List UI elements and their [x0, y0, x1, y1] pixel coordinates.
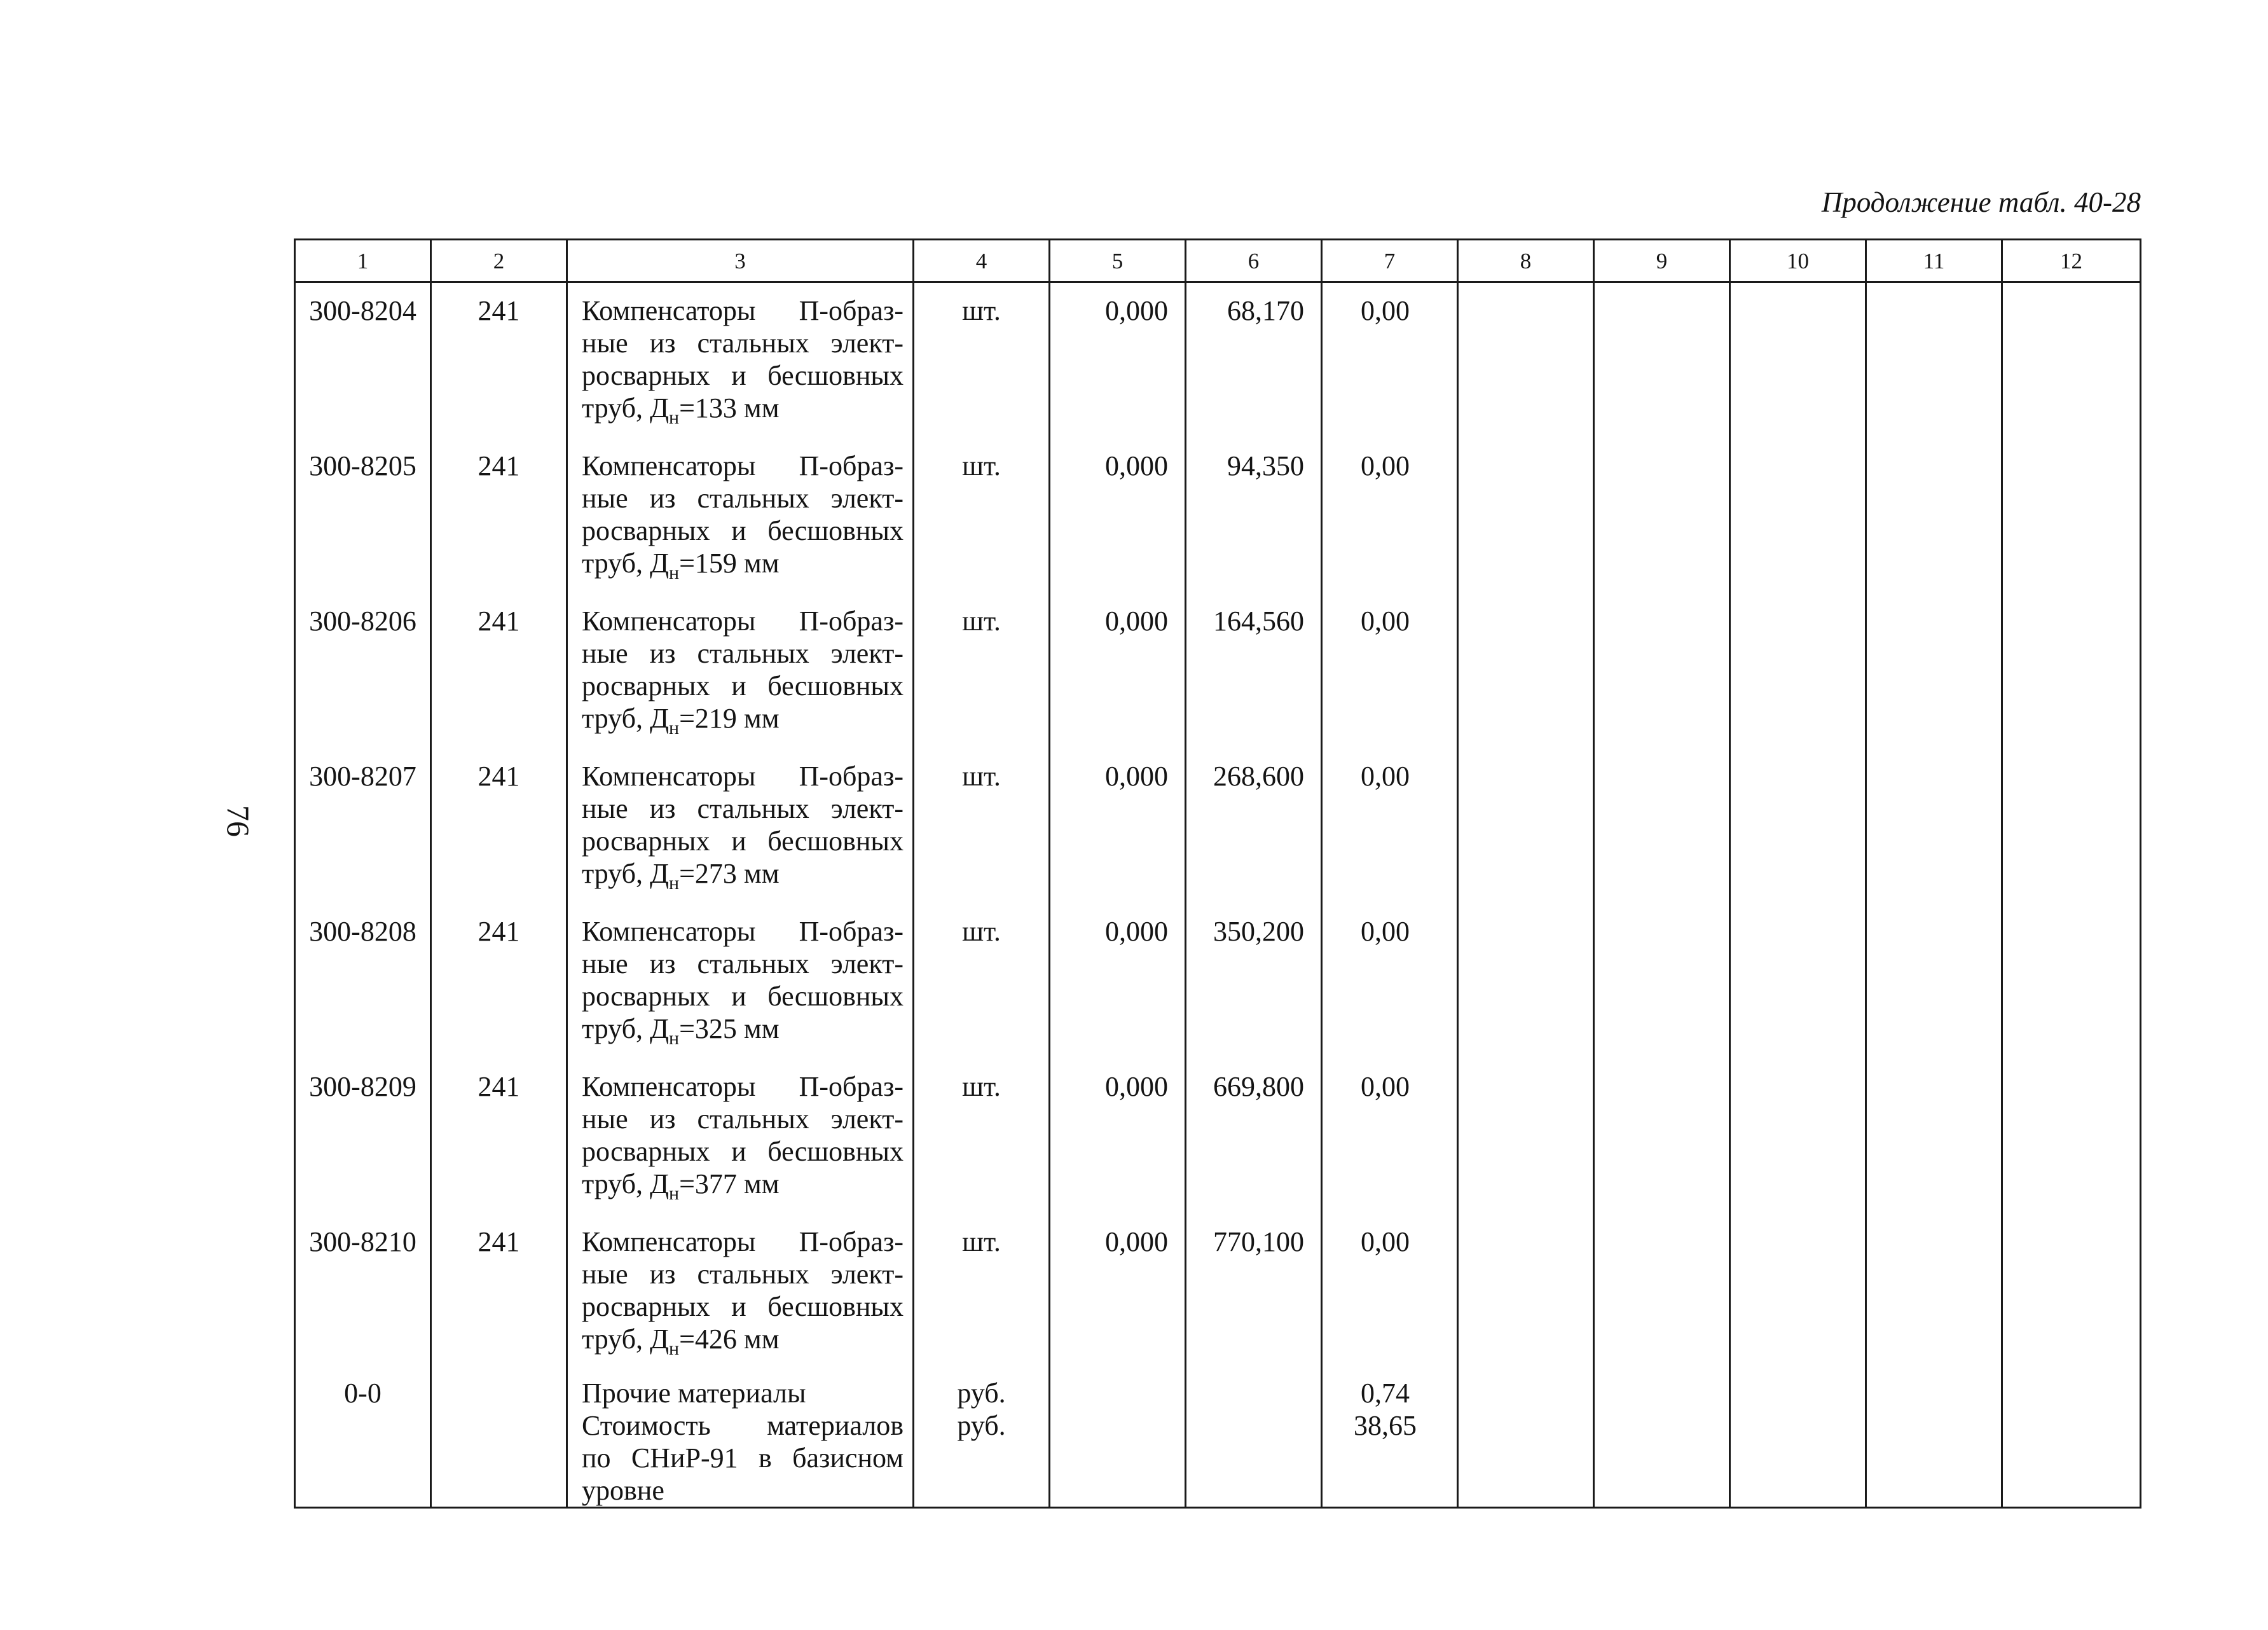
value-col-5: 0,000: [1050, 1059, 1186, 1214]
resource-description: [567, 749, 914, 904]
empty-cell: [2002, 904, 2141, 1059]
diameter-prefix: труб, Д: [582, 1168, 670, 1199]
empty-cell: [1866, 1214, 2002, 1369]
empty-cell: [1458, 904, 1594, 1059]
description-diameter-line: [582, 1168, 904, 1204]
value-col-5: 0,000: [1050, 1214, 1186, 1369]
description-diameter-line: [582, 392, 904, 428]
empty-cell: [1866, 593, 2002, 749]
description-diameter-line: [582, 702, 904, 738]
description-diameter-line: [582, 547, 904, 583]
resource-group: 241: [431, 438, 567, 593]
resource-description: [567, 593, 914, 749]
empty-cell: [1594, 1059, 1730, 1214]
column-header-2: 2: [431, 240, 567, 282]
description-line: росварных и бесшовных: [582, 825, 904, 857]
summary-units: [914, 1369, 1050, 1508]
unit-of-measure: шт.: [914, 1059, 1050, 1214]
column-header-3: 3: [567, 240, 914, 282]
table-row: [295, 749, 2141, 904]
description-line: Компенсаторы П-образ-: [582, 1071, 904, 1102]
empty-cell: [1458, 438, 1594, 593]
empty-cell: [1458, 282, 1594, 439]
empty-cell: [2002, 282, 2141, 439]
description-line: росварных и бесшовных: [582, 981, 904, 1012]
diameter-subscript: н: [669, 1183, 680, 1204]
description-line: ные из стальных элект-: [582, 793, 904, 824]
diameter-value: =426 мм: [679, 1323, 780, 1355]
empty-cell: [1730, 1214, 1866, 1369]
value-col-6: 350,200: [1186, 904, 1322, 1059]
diameter-value: =133 мм: [679, 392, 780, 424]
value-col-5: 0,000: [1050, 904, 1186, 1059]
diameter-subscript: н: [669, 873, 680, 894]
description-line: росварных и бесшовных: [582, 1136, 904, 1167]
empty-cell: [1730, 438, 1866, 593]
summary-group: [431, 1369, 567, 1508]
value-col-6: 268,600: [1186, 749, 1322, 904]
value-col-7: 0,00: [1322, 749, 1458, 904]
column-header-8: 8: [1458, 240, 1594, 282]
resource-group: 241: [431, 1214, 567, 1369]
empty-cell: [1730, 904, 1866, 1059]
value-col-6: 94,350: [1186, 438, 1322, 593]
value-col-5: [1050, 1369, 1186, 1508]
table-row: [295, 438, 2141, 593]
empty-cell: [1594, 1369, 1730, 1508]
empty-cell: [2002, 1059, 2141, 1214]
resource-description: [567, 438, 914, 593]
empty-cell: [1730, 282, 1866, 439]
empty-cell: [1458, 749, 1594, 904]
diameter-subscript: н: [669, 562, 680, 583]
description-line: росварных и бесшовных: [582, 670, 904, 701]
value-col-7: 0,00: [1322, 904, 1458, 1059]
unit-of-measure: руб.: [957, 1378, 1006, 1409]
empty-cell: [1866, 1059, 2002, 1214]
empty-cell: [2002, 1369, 2141, 1508]
resource-group: 241: [431, 1059, 567, 1214]
description-line: росварных и бесшовных: [582, 360, 904, 391]
diameter-prefix: труб, Д: [582, 1013, 670, 1044]
empty-cell: [1594, 904, 1730, 1059]
table-continuation-caption: Продолжение табл. 40-28: [1821, 186, 2141, 218]
value-col-6: [1186, 1369, 1322, 1508]
empty-cell: [2002, 749, 2141, 904]
value-col-5: 0,000: [1050, 282, 1186, 439]
description-line: Прочие материалы: [582, 1378, 806, 1409]
unit-of-measure: руб.: [957, 1410, 1006, 1441]
value-col-7: 0,00: [1322, 1214, 1458, 1369]
empty-cell: [1594, 1214, 1730, 1369]
column-header-11: 11: [1866, 240, 2002, 282]
empty-cell: [1458, 1369, 1594, 1508]
value-col-7: 0,00: [1322, 282, 1458, 439]
description-line: Стоимость материалов: [582, 1410, 904, 1441]
resource-code: 300-8204: [295, 282, 431, 439]
materials-price-table: [294, 238, 2141, 1509]
diameter-value: =377 мм: [679, 1168, 780, 1199]
diameter-prefix: труб, Д: [582, 548, 670, 579]
resource-group: 241: [431, 749, 567, 904]
empty-cell: [1866, 749, 2002, 904]
description-line: ные из стальных элект-: [582, 1259, 904, 1290]
empty-cell: [1594, 282, 1730, 439]
resource-code: 300-8209: [295, 1059, 431, 1214]
description-line: Компенсаторы П-образ-: [582, 1226, 904, 1257]
empty-cell: [1594, 438, 1730, 593]
column-header-7: 7: [1322, 240, 1458, 282]
column-header-5: 5: [1050, 240, 1186, 282]
table-row: [295, 1059, 2141, 1214]
diameter-subscript: н: [669, 1028, 680, 1049]
summary-values: [1322, 1369, 1458, 1508]
empty-cell: [1730, 749, 1866, 904]
empty-cell: [1594, 593, 1730, 749]
table-row: [295, 1214, 2141, 1369]
column-header-9: 9: [1594, 240, 1730, 282]
description-line: ные из стальных элект-: [582, 1103, 904, 1135]
value-col-5: 0,000: [1050, 593, 1186, 749]
empty-cell: [1730, 1059, 1866, 1214]
description-diameter-line: [582, 1323, 904, 1359]
summary-code: 0-0: [295, 1369, 431, 1508]
summary-value: 38,65: [1354, 1410, 1417, 1441]
description-line: ные из стальных элект-: [582, 638, 904, 669]
value-col-7: 0,00: [1322, 1059, 1458, 1214]
empty-cell: [1730, 1369, 1866, 1508]
description-line: ные из стальных элект-: [582, 483, 904, 514]
description-line: Компенсаторы П-образ-: [582, 605, 904, 637]
diameter-prefix: труб, Д: [582, 858, 670, 889]
summary-description: [567, 1369, 914, 1508]
description-line: Компенсаторы П-образ-: [582, 916, 904, 947]
resource-description: [567, 904, 914, 1059]
description-line: ные из стальных элект-: [582, 948, 904, 979]
unit-of-measure: шт.: [914, 749, 1050, 904]
empty-cell: [1594, 749, 1730, 904]
value-col-5: 0,000: [1050, 438, 1186, 593]
column-header-12: 12: [2002, 240, 2141, 282]
empty-cell: [1866, 904, 2002, 1059]
empty-cell: [1730, 593, 1866, 749]
column-header-10: 10: [1730, 240, 1866, 282]
description-line: Компенсаторы П-образ-: [582, 295, 904, 326]
empty-cell: [2002, 593, 2141, 749]
resource-code: 300-8208: [295, 904, 431, 1059]
diameter-value: =273 мм: [679, 858, 780, 889]
empty-cell: [2002, 438, 2141, 593]
unit-of-measure: шт.: [914, 904, 1050, 1059]
description-line: ные из стальных элект-: [582, 328, 904, 359]
value-col-7: 0,00: [1322, 593, 1458, 749]
diameter-prefix: труб, Д: [582, 392, 670, 424]
page-number: 76: [221, 805, 256, 837]
table-row: [295, 282, 2141, 439]
empty-cell: [1458, 593, 1594, 749]
description-line: уровне: [582, 1475, 664, 1506]
resource-code: 300-8210: [295, 1214, 431, 1369]
empty-cell: [1866, 438, 2002, 593]
description-line: росварных и бесшовных: [582, 515, 904, 546]
empty-cell: [1866, 282, 2002, 439]
resource-description: [567, 282, 914, 439]
column-header-6: 6: [1186, 240, 1322, 282]
empty-cell: [1866, 1369, 2002, 1508]
unit-of-measure: шт.: [914, 438, 1050, 593]
empty-cell: [1458, 1214, 1594, 1369]
diameter-subscript: н: [669, 717, 680, 738]
resource-code: 300-8207: [295, 749, 431, 904]
value-col-6: 669,800: [1186, 1059, 1322, 1214]
value-col-6: 164,560: [1186, 593, 1322, 749]
empty-cell: [2002, 1214, 2141, 1369]
summary-value: 0,74: [1361, 1378, 1410, 1409]
diameter-subscript: н: [669, 1338, 680, 1359]
column-header-4: 4: [914, 240, 1050, 282]
resource-description: [567, 1214, 914, 1369]
empty-cell: [1458, 1059, 1594, 1214]
diameter-prefix: труб, Д: [582, 703, 670, 734]
diameter-subscript: н: [669, 407, 680, 428]
diameter-value: =159 мм: [679, 548, 780, 579]
table-row: [295, 593, 2141, 749]
diameter-value: =325 мм: [679, 1013, 780, 1044]
resource-group: 241: [431, 593, 567, 749]
value-col-6: 68,170: [1186, 282, 1322, 439]
resource-group: 241: [431, 282, 567, 439]
unit-of-measure: шт.: [914, 593, 1050, 749]
unit-of-measure: шт.: [914, 282, 1050, 439]
description-line: по СНиР-91 в базисном: [582, 1442, 904, 1474]
value-col-7: 0,00: [1322, 438, 1458, 593]
unit-of-measure: шт.: [914, 1214, 1050, 1369]
diameter-prefix: труб, Д: [582, 1323, 670, 1355]
description-diameter-line: [582, 1012, 904, 1049]
description-line: росварных и бесшовных: [582, 1291, 904, 1322]
resource-code: 300-8206: [295, 593, 431, 749]
value-col-5: 0,000: [1050, 749, 1186, 904]
column-header-1: 1: [295, 240, 431, 282]
resource-description: [567, 1059, 914, 1214]
diameter-value: =219 мм: [679, 703, 780, 734]
description-line: Компенсаторы П-образ-: [582, 761, 904, 792]
table-row: [295, 904, 2141, 1059]
column-number-header-row: [295, 240, 2141, 282]
resource-group: 241: [431, 904, 567, 1059]
summary-row: [295, 1369, 2141, 1508]
resource-code: 300-8205: [295, 438, 431, 593]
value-col-6: 770,100: [1186, 1214, 1322, 1369]
description-line: Компенсаторы П-образ-: [582, 450, 904, 481]
description-diameter-line: [582, 857, 904, 894]
